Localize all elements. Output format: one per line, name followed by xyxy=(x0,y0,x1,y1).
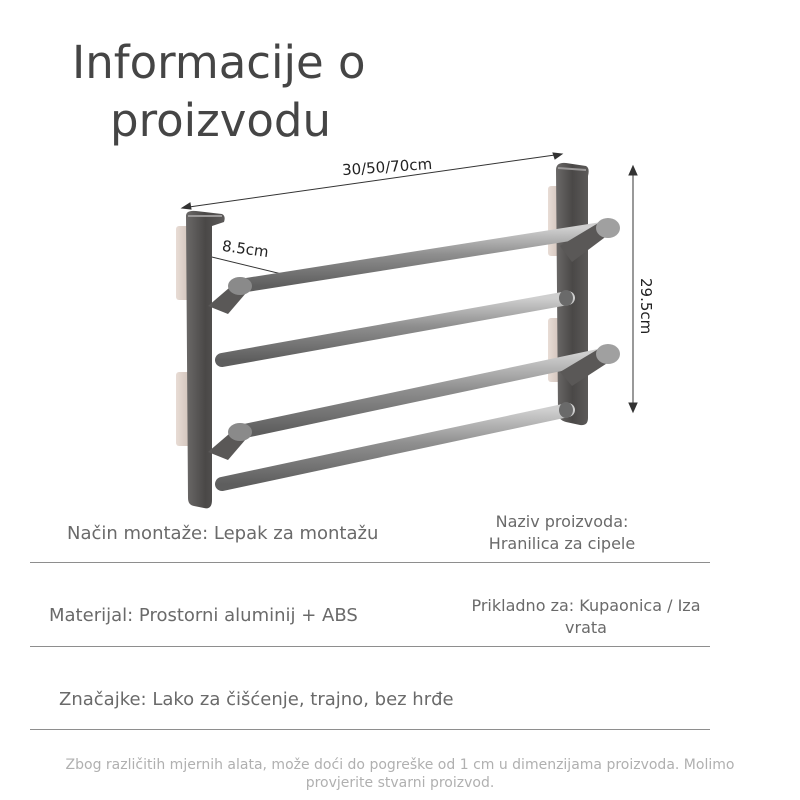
suitable-spec xyxy=(436,595,736,639)
product-name-spec xyxy=(452,511,672,555)
rod-2 xyxy=(222,298,568,360)
mounting-spec: Način montaže: Lepak za montažu xyxy=(67,523,379,544)
rod-1 xyxy=(240,228,608,286)
divider-1 xyxy=(30,562,710,563)
divider-2 xyxy=(30,646,710,647)
product-name-label: Naziv proizvoda: xyxy=(495,512,629,531)
material-spec: Materijal: Prostorni aluminij + ABS xyxy=(49,605,358,626)
disclaimer-line-2: provjerite stvarni proizvod. xyxy=(305,775,495,791)
product-name-value: Hranilica za cipele xyxy=(488,534,636,553)
disclaimer-note xyxy=(20,756,780,792)
title-line-2: proizvodu xyxy=(110,94,331,147)
height-dimension-line xyxy=(629,166,637,412)
title-line-1: Informacije o xyxy=(72,36,366,89)
left-arm-top xyxy=(208,277,252,314)
disclaimer-line-1: Zbog različitih mjernih alata, može doći do pogreške od 1 cm u dimenzijama proizvoda. Molimo xyxy=(65,757,735,773)
divider-3 xyxy=(30,729,710,730)
features-spec: Značajke: Lako za čišćenje, trajno, bez hrđe xyxy=(59,689,454,710)
width-label: 30/50/70cm xyxy=(341,154,433,180)
suitable-line-1: Prikladno za: Kupaonica / Iza xyxy=(471,596,701,615)
suitable-line-2: vrata xyxy=(565,618,607,637)
height-label: 29.5cm xyxy=(637,278,655,335)
depth-label: 8.5cm xyxy=(220,236,270,262)
left-arm-bottom xyxy=(208,423,252,460)
